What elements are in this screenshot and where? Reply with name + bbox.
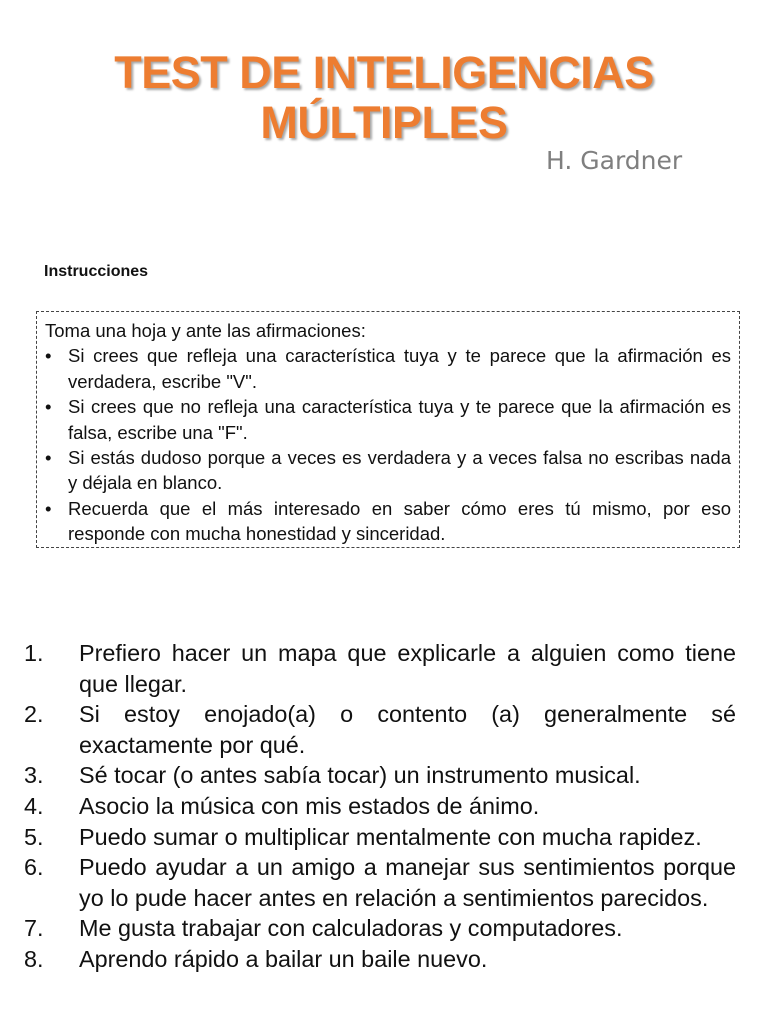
question-text: Prefiero hacer un mapa que explicarle a alguien como tiene que llegar. bbox=[79, 640, 736, 697]
question-text: Aprendo rápido a bailar un baile nuevo. bbox=[79, 945, 488, 972]
instruction-item bbox=[45, 496, 731, 547]
author-name: H. Gardner bbox=[546, 146, 683, 175]
question-item bbox=[24, 638, 736, 699]
title-line-1: TEST DE INTELIGENCIAS bbox=[114, 47, 654, 98]
instructions-heading: Instrucciones bbox=[44, 263, 149, 280]
question-text: Sé tocar (o antes sabía tocar) un instrumento musical. bbox=[79, 762, 641, 789]
question-number: 3. bbox=[24, 762, 44, 789]
question-item bbox=[24, 852, 736, 913]
instructions-lead: Toma una hoja y ante las afirmaciones: bbox=[45, 320, 366, 341]
instruction-text: Si estás dudoso porque a veces es verdadera y a veces falsa no escribas nada y déjala en blanco. bbox=[68, 447, 731, 494]
question-number: 4. bbox=[24, 792, 44, 819]
question-number: 5. bbox=[24, 823, 44, 850]
question-item bbox=[24, 791, 736, 822]
instruction-item bbox=[45, 445, 731, 496]
document-title bbox=[0, 48, 768, 148]
question-item bbox=[24, 699, 736, 760]
title-line-2: MÚLTIPLES bbox=[260, 97, 508, 148]
question-item bbox=[24, 913, 736, 944]
question-item bbox=[24, 822, 736, 853]
instruction-text: Recuerda que el más interesado en saber cómo eres tú mismo, por eso responde con mucha honestidad y sinceridad. bbox=[68, 497, 731, 545]
question-item bbox=[24, 760, 736, 791]
question-number: 1. bbox=[24, 640, 44, 666]
question-text: Si estoy enojado(a) o contento (a) generalmente sé exactamente por qué. bbox=[79, 701, 736, 758]
instruction-item bbox=[45, 394, 731, 445]
question-text: Asocio la música con mis estados de ánimo. bbox=[79, 792, 540, 819]
question-number: 7. bbox=[24, 915, 44, 942]
instruction-item bbox=[45, 343, 731, 394]
instruction-text: Si crees que no refleja una característica tuya y te parece que la afirmación es falsa, escribe una "F". bbox=[68, 396, 731, 443]
bullet-icon: • bbox=[45, 497, 52, 519]
instructions-box bbox=[36, 311, 740, 548]
question-text: Puedo sumar o multiplicar mentalmente con mucha rapidez. bbox=[79, 823, 702, 850]
bullet-icon: • bbox=[45, 447, 52, 469]
question-number: 8. bbox=[24, 945, 44, 972]
instruction-text: Si crees que refleja una característica tuya y te parece que la afirmación es verdadera, escribe "V". bbox=[68, 345, 731, 392]
question-item bbox=[24, 944, 736, 975]
questions-list bbox=[24, 638, 736, 975]
question-text: Me gusta trabajar con calculadoras y computadores. bbox=[79, 915, 623, 942]
question-number: 6. bbox=[24, 854, 44, 881]
question-number: 2. bbox=[24, 701, 44, 728]
bullet-icon: • bbox=[45, 345, 52, 367]
instructions-list bbox=[45, 343, 731, 546]
bullet-icon: • bbox=[45, 396, 52, 418]
question-text: Puedo ayudar a un amigo a manejar sus sentimientos porque yo lo pude hacer antes en relación a sentimientos parecidos. bbox=[79, 854, 736, 911]
